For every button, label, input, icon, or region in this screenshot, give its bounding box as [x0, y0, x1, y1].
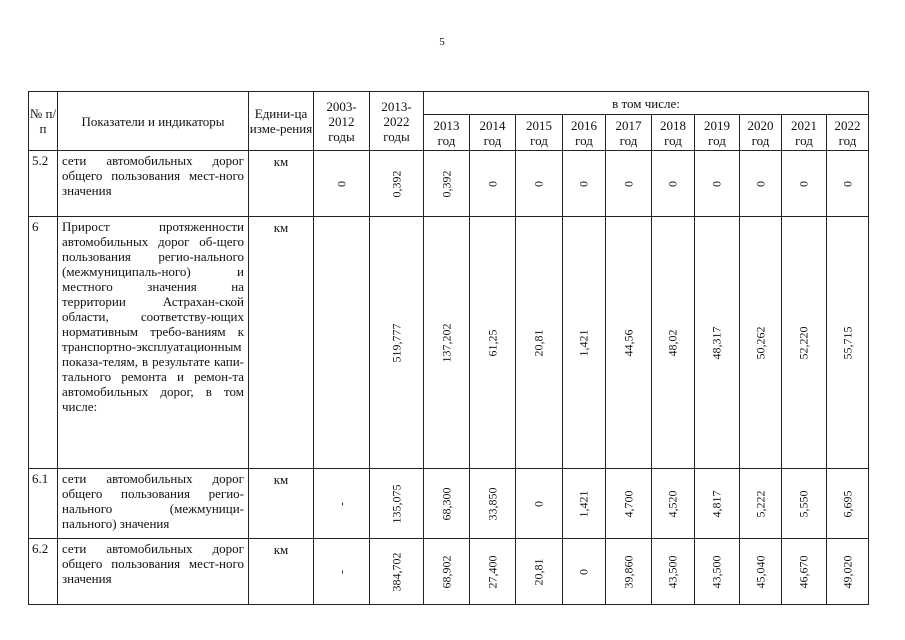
- value-text: 27,400: [485, 555, 499, 588]
- value-text: 137,202: [439, 323, 453, 362]
- value-text: 61,25: [485, 329, 499, 356]
- value-2021: [782, 217, 827, 469]
- value-2003-2012: [314, 217, 370, 469]
- indicators-table: [28, 91, 869, 605]
- value-2020: [740, 151, 782, 217]
- value-text: 0: [576, 180, 591, 187]
- indicator-name: сети автомобильных дорог общего пользования мест-ного значения: [58, 539, 249, 605]
- table-row: [29, 539, 869, 605]
- header-year-2019: 2019 год: [695, 115, 740, 151]
- value-2013: [424, 151, 470, 217]
- header-year-2013: 2013 год: [424, 115, 470, 151]
- table-row: [29, 151, 869, 217]
- table-row: [29, 469, 869, 539]
- header-2003-2012: 2003-2012 годы: [314, 92, 370, 151]
- value-text: 0: [709, 180, 724, 187]
- row-number: 6.2: [29, 539, 58, 605]
- row-number: 6: [29, 217, 58, 469]
- value-text: 0: [576, 568, 591, 575]
- row-number: 5.2: [29, 151, 58, 217]
- value-2013-2022: [370, 469, 424, 539]
- value-2013: [424, 539, 470, 605]
- value-text: 0,392: [439, 170, 453, 197]
- value-2013: [424, 469, 470, 539]
- value-2019: [695, 469, 740, 539]
- value-2016: [563, 539, 606, 605]
- value-text: 50,262: [753, 326, 767, 359]
- header-indicators: Показатели и индикаторы: [58, 92, 249, 151]
- value-text: 44,56: [621, 329, 635, 356]
- value-text: 68,300: [439, 487, 453, 520]
- value-text: 6,695: [840, 490, 854, 517]
- value-text: 5,222: [753, 490, 767, 517]
- value-text: 0: [796, 180, 811, 187]
- value-text: 0: [753, 180, 767, 187]
- value-2022: [827, 469, 869, 539]
- value-text: 0: [485, 180, 499, 187]
- table-row: [29, 217, 869, 469]
- value-text: 519,777: [389, 323, 403, 362]
- value-text: 48,02: [665, 329, 680, 356]
- value-2018: [652, 469, 695, 539]
- value-text: 4,817: [709, 490, 724, 517]
- value-text: 20,81: [531, 329, 546, 356]
- value-2017: [606, 217, 652, 469]
- value-text: 0,392: [389, 170, 403, 197]
- value-2019: [695, 217, 740, 469]
- row-number: 6.1: [29, 469, 58, 539]
- header-year-2021: 2021 год: [782, 115, 827, 151]
- value-2014: [470, 151, 516, 217]
- value-2017: [606, 539, 652, 605]
- unit-cell: км: [249, 151, 314, 217]
- indicator-name: Прирост протяженности автомобильных дорог об-щего пользования регио-нального (межмуниципаль-ного) и местного значения на территории Астрахан-ской области, соответству-ющих нормативным требо-ваниям к транспортно-эксплуатационным показа-телям, в результате капи-тального ремонта и ремон-та автомобильных дорог, в том числе:: [58, 217, 249, 469]
- value-2015: [516, 151, 563, 217]
- header-2013-2022: 2013-2022 годы: [370, 92, 424, 151]
- value-2015: [516, 539, 563, 605]
- value-2016: [563, 151, 606, 217]
- value-text: 0: [665, 180, 680, 187]
- value-text: 0: [621, 180, 635, 187]
- value-2013: [424, 217, 470, 469]
- value-text: 45,040: [753, 555, 767, 588]
- value-2020: [740, 469, 782, 539]
- value-text: 0: [531, 500, 546, 507]
- value-2014: [470, 539, 516, 605]
- header-num: № п/п: [29, 92, 58, 151]
- header-year-2017: 2017 год: [606, 115, 652, 151]
- value-text: 39,860: [621, 555, 635, 588]
- header-year-2022: 2022 год: [827, 115, 869, 151]
- value-text: -: [334, 501, 348, 506]
- value-text: 43,500: [709, 555, 724, 588]
- value-2013-2022: [370, 217, 424, 469]
- value-text: 1,421: [576, 490, 591, 517]
- unit-cell: км: [249, 469, 314, 539]
- value-2013-2022: [370, 151, 424, 217]
- value-2018: [652, 151, 695, 217]
- value-text: 33,850: [485, 487, 499, 520]
- value-2021: [782, 539, 827, 605]
- value-2021: [782, 469, 827, 539]
- value-text: -: [334, 569, 348, 574]
- value-2013-2022: [370, 539, 424, 605]
- value-2022: [827, 151, 869, 217]
- value-text: 4,700: [621, 490, 635, 517]
- value-2003-2012: [314, 539, 370, 605]
- header-year-2014: 2014 год: [470, 115, 516, 151]
- value-2014: [470, 469, 516, 539]
- value-2003-2012: [314, 469, 370, 539]
- value-2015: [516, 469, 563, 539]
- value-text: 46,670: [796, 555, 811, 588]
- header-year-2016: 2016 год: [563, 115, 606, 151]
- indicator-name: сети автомобильных дорог общего пользования мест-ного значения: [58, 151, 249, 217]
- value-2020: [740, 539, 782, 605]
- value-2016: [563, 217, 606, 469]
- value-2018: [652, 539, 695, 605]
- value-text: 0: [531, 180, 546, 187]
- value-text: 43,500: [665, 555, 680, 588]
- value-2017: [606, 469, 652, 539]
- value-text: 52,220: [796, 326, 811, 359]
- value-2017: [606, 151, 652, 217]
- value-2022: [827, 539, 869, 605]
- value-2022: [827, 217, 869, 469]
- value-text: 1,421: [576, 329, 591, 356]
- header-year-2018: 2018 год: [652, 115, 695, 151]
- indicator-name: сети автомобильных дорог общего пользования регио-нального (межмуници-пального) значения: [58, 469, 249, 539]
- value-text: 55,715: [840, 326, 854, 359]
- value-2021: [782, 151, 827, 217]
- unit-cell: км: [249, 539, 314, 605]
- value-2020: [740, 217, 782, 469]
- value-2019: [695, 539, 740, 605]
- value-text: 20,81: [531, 558, 546, 585]
- value-text: 49,020: [840, 555, 854, 588]
- value-2003-2012: [314, 151, 370, 217]
- header-unit: Едини-ца изме-рения: [249, 92, 314, 151]
- header-year-2020: 2020 год: [740, 115, 782, 151]
- page-number: 5: [439, 36, 445, 48]
- value-text: 0: [840, 180, 854, 187]
- value-2018: [652, 217, 695, 469]
- value-2019: [695, 151, 740, 217]
- value-text: 48,317: [709, 326, 724, 359]
- value-text: 384,702: [389, 552, 403, 591]
- value-text: 0: [334, 180, 348, 187]
- value-2014: [470, 217, 516, 469]
- value-text: 5,550: [796, 490, 811, 517]
- value-2015: [516, 217, 563, 469]
- header-year-2015: 2015 год: [516, 115, 563, 151]
- header-including: в том числе:: [424, 92, 869, 115]
- value-text: 135,075: [389, 484, 403, 523]
- unit-cell: км: [249, 217, 314, 469]
- value-2016: [563, 469, 606, 539]
- value-text: 4,520: [665, 490, 680, 517]
- value-text: 68,902: [439, 555, 453, 588]
